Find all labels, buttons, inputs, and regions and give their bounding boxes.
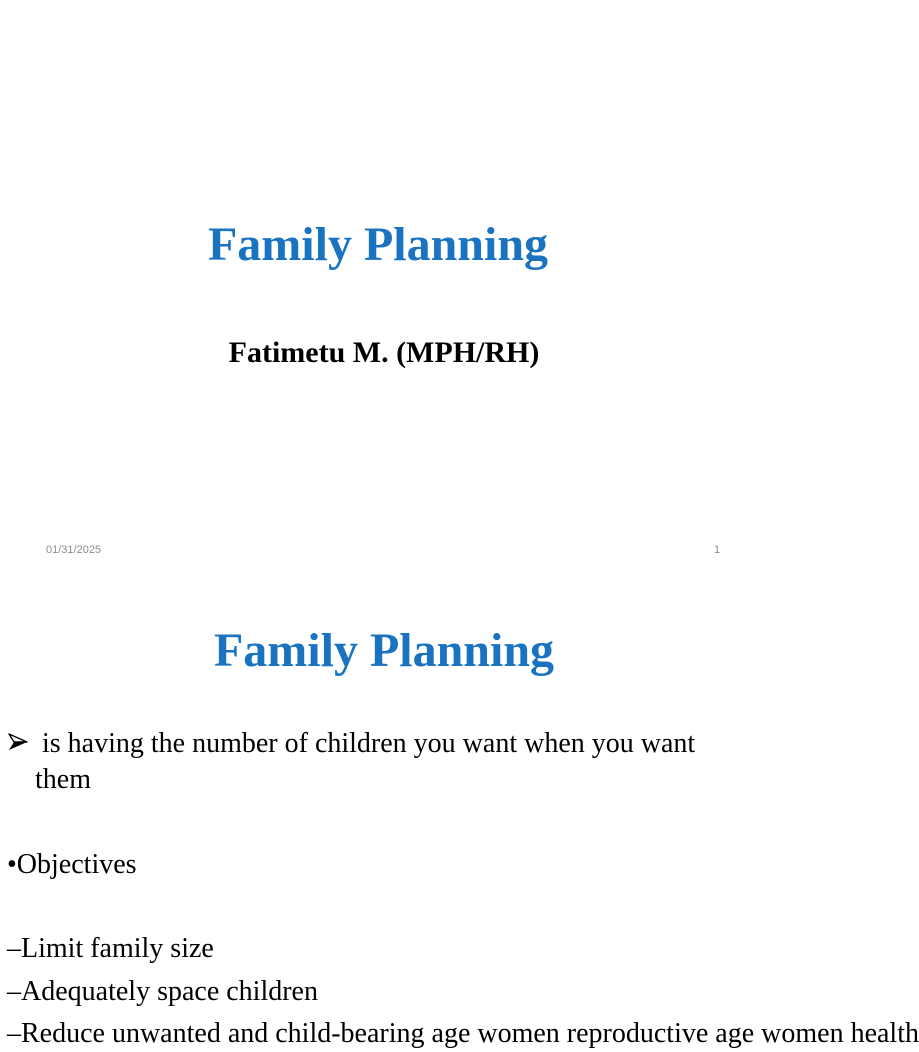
- definition-bullet: [8, 726, 708, 798]
- slide-1: [0, 0, 768, 576]
- slide-title: Family Planning: [213, 624, 555, 677]
- footer-date: 01/31/2025: [46, 544, 102, 556]
- objective-item: –Adequately space children: [7, 976, 318, 1007]
- page-number: 1: [714, 544, 721, 556]
- objective-item: –Reduce unwanted and child-bearing age women reproductive age women health: [7, 1018, 919, 1049]
- arrow-bullet-icon: [8, 726, 36, 752]
- slide-2: [0, 576, 919, 1049]
- objectives-heading: •Objectives: [7, 849, 137, 880]
- definition-text: is having the number of children you want when you want them: [35, 728, 696, 795]
- author-subtitle: Fatimetu M. (MPH/RH): [228, 336, 540, 369]
- objective-item: –Limit family size: [7, 933, 214, 964]
- slide-title: Family Planning: [207, 218, 549, 271]
